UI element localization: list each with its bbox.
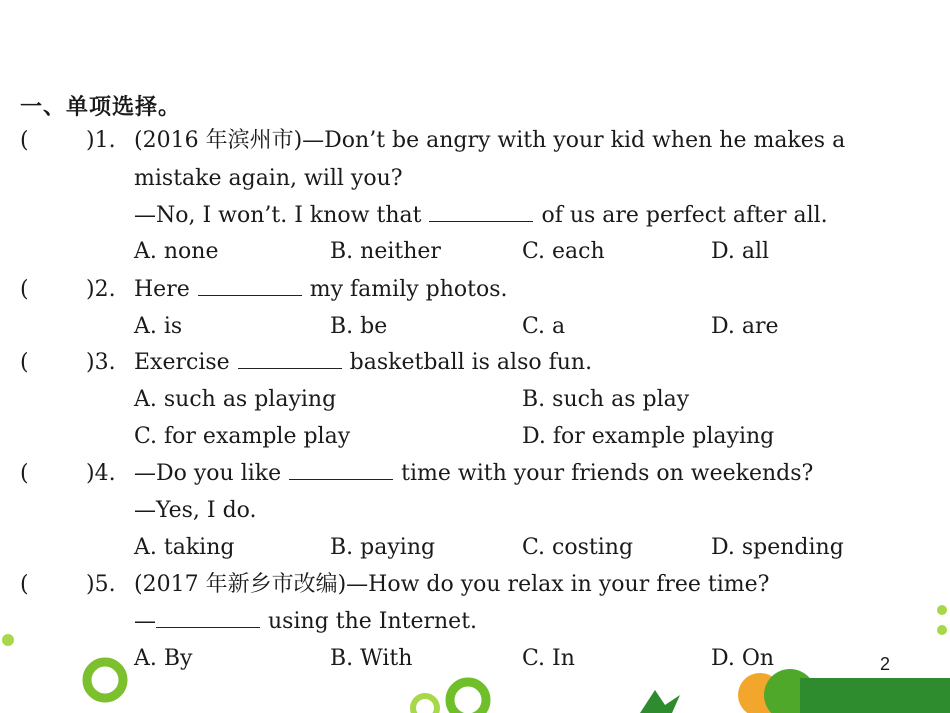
leaf-decoration <box>640 690 680 713</box>
q3-option-a: A. such as playing <box>134 387 337 412</box>
q1-line-1: (2016 年滨州市)—Don’t be angry with your kid when he makes a <box>134 128 846 153</box>
q1-stem-before-blank: —No, I won’t. I know that <box>134 203 422 228</box>
q4-option-c: C. costing <box>522 535 634 560</box>
q3-stem-after-blank: basketball is also fun. <box>349 350 593 375</box>
q3-stem-before-blank: Exercise <box>134 350 230 375</box>
q4-option-a: A. taking <box>134 535 235 560</box>
q2-stem-after-blank: my family photos. <box>309 277 508 302</box>
q1-option-d: D. all <box>711 239 770 264</box>
q4-option-b: B. paying <box>330 535 436 560</box>
question-number-1: )1. <box>86 128 116 153</box>
q2-option-b: B. be <box>330 314 388 339</box>
answer-paren-5: ( <box>20 572 29 597</box>
q5-stem-before-blank: — <box>134 609 156 634</box>
q3-option-d: D. for example playing <box>522 424 775 449</box>
q4-line-1 <box>134 459 813 489</box>
right-blob-decoration <box>738 669 950 713</box>
center-ring-decoration <box>413 682 486 713</box>
q5-option-d: D. On <box>711 646 775 671</box>
q5-stem-after-blank: using the Internet. <box>268 609 478 634</box>
left-ring-decoration <box>87 662 123 698</box>
q2-line-1 <box>134 275 508 305</box>
q3-line-1 <box>134 348 592 378</box>
q5-option-b: B. With <box>330 646 413 671</box>
q4-option-d: D. spending <box>711 535 844 560</box>
answer-blank-3 <box>238 348 342 369</box>
q5-line-1: (2017 年新乡市改编)—How do you relax in your free time? <box>134 572 770 597</box>
q1-option-b: B. neither <box>330 239 441 264</box>
question-number-3: )3. <box>86 350 116 375</box>
page-number: 2 <box>880 654 891 674</box>
question-number-5: )5. <box>86 572 116 597</box>
decorative-green-circles <box>0 600 950 713</box>
q5-option-a: A. By <box>134 646 193 671</box>
q2-option-d: D. are <box>711 314 779 339</box>
answer-blank-1 <box>429 201 533 222</box>
answer-blank-2 <box>198 275 302 296</box>
q4-line-2: —Yes, I do. <box>134 498 257 523</box>
q4-stem-after-blank: time with your friends on weekends? <box>401 461 814 486</box>
q5-option-c: C. In <box>522 646 575 671</box>
q3-option-b: B. such as play <box>522 387 690 412</box>
q2-stem-before-blank: Here <box>134 277 190 302</box>
edge-leaf-decoration <box>2 605 947 646</box>
q1-option-a: A. none <box>134 239 219 264</box>
q1-line-3 <box>134 201 828 231</box>
q1-stem-after-blank: of us are perfect after all. <box>541 203 828 228</box>
section-title: 一、单项选择。 <box>20 95 182 120</box>
answer-paren-1: ( <box>20 128 29 153</box>
q2-option-a: A. is <box>134 314 183 339</box>
question-number-4: )4. <box>86 461 116 486</box>
answer-paren-3: ( <box>20 350 29 375</box>
answer-paren-2: ( <box>20 277 29 302</box>
q1-line-2: mistake again, will you? <box>134 166 403 191</box>
q3-option-c: C. for example play <box>134 424 351 449</box>
q2-option-c: C. a <box>522 314 566 339</box>
q4-stem-before-blank: —Do you like <box>134 461 282 486</box>
q1-option-c: C. each <box>522 239 605 264</box>
answer-paren-4: ( <box>20 461 29 486</box>
answer-blank-4 <box>289 459 393 480</box>
question-number-2: )2. <box>86 277 116 302</box>
